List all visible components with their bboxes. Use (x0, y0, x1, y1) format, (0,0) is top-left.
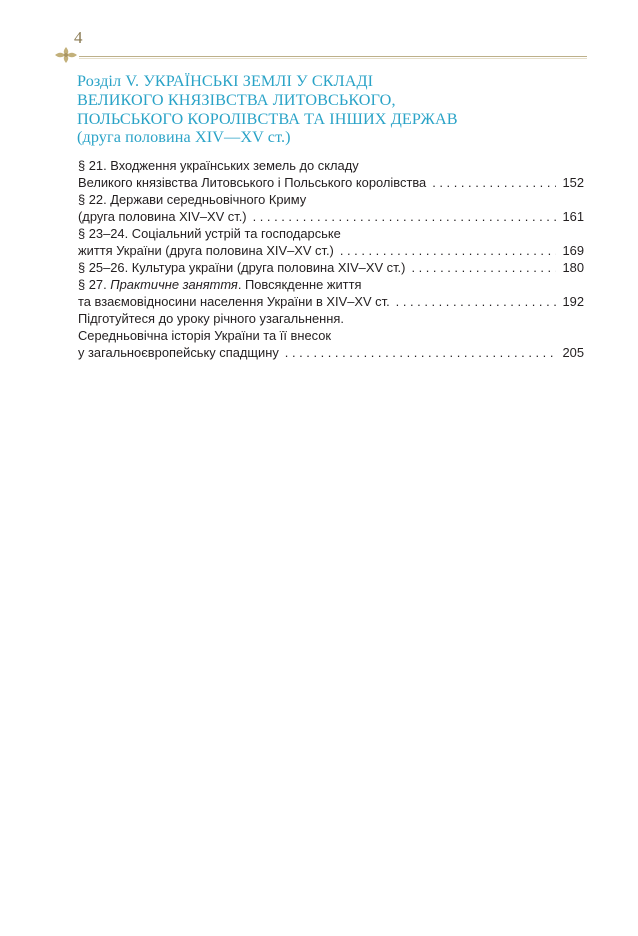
header-rule-shadow (79, 58, 587, 59)
ornament-icon (52, 44, 80, 66)
toc-entry-23-24-last-line[interactable] (78, 242, 584, 259)
toc-entry-22-last-line[interactable] (78, 208, 584, 225)
toc-entry-text: § 23–24. Соціальний устрій та господарське (78, 226, 341, 241)
toc-page-number: 169 (562, 243, 584, 258)
toc-entry-text: § 22. Держави середньовічного Криму (78, 192, 307, 207)
toc-entry-review-last-line[interactable] (78, 344, 584, 361)
toc-entry-italic: Практичне заняття (110, 277, 238, 292)
leader-dots (411, 259, 556, 276)
toc-entry-text: життя України (друга половина XIV–XV ст.) (78, 243, 334, 258)
toc-entry-25-26[interactable] (78, 259, 584, 276)
toc-entry-text (78, 276, 361, 293)
toc-page-number: 192 (562, 294, 584, 309)
toc-entry-text: Підготуйтеся до уроку річного узагальнення. (78, 311, 344, 326)
toc-entry-prefix: § 27. (78, 277, 111, 292)
page-number: 4 (74, 28, 83, 47)
leader-dots (285, 344, 556, 361)
toc-entry-21 (78, 157, 584, 174)
table-of-contents (78, 157, 584, 361)
leader-dots (396, 293, 556, 310)
toc-entry-27 (78, 276, 584, 293)
section-heading-line: (друга половина XIV—XV ст.) (77, 128, 291, 147)
toc-entry-23-24 (78, 225, 584, 242)
toc-entry-suffix: . Повсякденне життя (237, 277, 362, 292)
toc-entry-text: Середньовічна історія України та її внесок (78, 328, 332, 343)
toc-entry-27-last-line[interactable] (78, 293, 584, 310)
leader-dots (253, 208, 556, 225)
section-heading-line: ПОЛЬСЬКОГО КОРОЛІВСТВА ТА ІНШИХ ДЕРЖАВ (77, 109, 458, 128)
toc-entry-review-line (78, 327, 584, 344)
toc-entry-text: (друга половина XIV–XV ст.) (78, 209, 247, 224)
toc-entry-21-last-line[interactable] (78, 174, 584, 191)
toc-entry-22 (78, 191, 584, 208)
section-heading (77, 72, 577, 147)
section-heading-line: ВЕЛИКОГО КНЯЗІВСТВА ЛИТОВСЬКОГО, (77, 90, 396, 109)
leader-dots (432, 174, 556, 191)
toc-page-number: 180 (562, 260, 584, 275)
toc-entry-text: § 25–26. Культура україни (друга половина XIV–XV ст.) (78, 260, 406, 275)
toc-entry-text: Великого князівства Литовського і Польського королівства (78, 175, 427, 190)
header-rule (79, 56, 587, 57)
toc-entry-text: у загальноєвропейську спадщину (78, 345, 279, 360)
toc-page-number: 161 (562, 209, 584, 224)
toc-entry-review (78, 310, 584, 327)
section-heading-line: Розділ V. УКРАЇНСЬКІ ЗЕМЛІ У СКЛАДІ (77, 72, 374, 90)
toc-entry-text: та взаємовідносини населення України в XIV–XV ст. (78, 294, 390, 309)
toc-entry-text: § 21. Входження українських земель до складу (78, 158, 359, 173)
leader-dots (340, 242, 556, 259)
toc-page-number: 152 (562, 175, 584, 190)
toc-page-number: 205 (562, 345, 584, 360)
